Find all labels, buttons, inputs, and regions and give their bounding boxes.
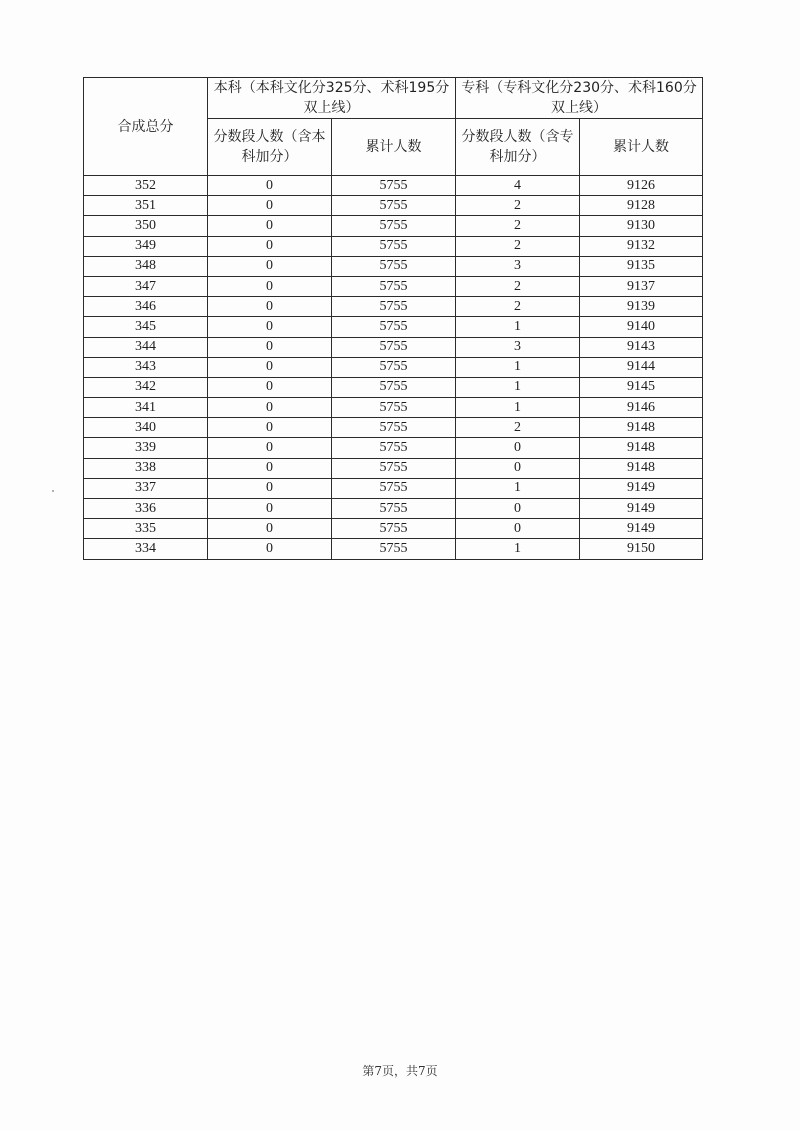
- header-junior-group: 专科（专科文化分230分、术科160分双上线）: [456, 78, 703, 119]
- junior-count-cell: 0: [456, 458, 580, 478]
- undergrad-cumulative-cell: 5755: [332, 176, 456, 196]
- score-cell: 336: [84, 499, 208, 519]
- score-cell: 340: [84, 418, 208, 438]
- page-number-footer: 第7页，共7页: [362, 1064, 438, 1078]
- junior-count-cell: 0: [456, 438, 580, 458]
- junior-cumulative-cell: 9150: [580, 539, 703, 559]
- undergrad-count-cell: 0: [208, 438, 332, 458]
- undergrad-count-cell: 0: [208, 276, 332, 296]
- undergrad-count-cell: 0: [208, 418, 332, 438]
- junior-count-cell: 2: [456, 418, 580, 438]
- undergrad-cumulative-cell: 5755: [332, 519, 456, 539]
- junior-count-cell: 0: [456, 499, 580, 519]
- table-row: [84, 539, 703, 559]
- junior-cumulative-cell: 9149: [580, 478, 703, 498]
- score-cell: 341: [84, 398, 208, 418]
- score-cell: 339: [84, 438, 208, 458]
- table-row: [84, 276, 703, 296]
- undergrad-count-cell: 0: [208, 176, 332, 196]
- score-cell: 347: [84, 276, 208, 296]
- undergrad-cumulative-cell: 5755: [332, 357, 456, 377]
- junior-cumulative-cell: 9135: [580, 256, 703, 276]
- undergrad-count-cell: 0: [208, 256, 332, 276]
- junior-cumulative-cell: 9148: [580, 418, 703, 438]
- undergrad-count-cell: 0: [208, 317, 332, 337]
- undergrad-count-cell: 0: [208, 357, 332, 377]
- score-cell: 337: [84, 478, 208, 498]
- undergrad-count-cell: 0: [208, 377, 332, 397]
- table-row: [84, 317, 703, 337]
- junior-cumulative-cell: 9146: [580, 398, 703, 418]
- undergrad-cumulative-cell: 5755: [332, 539, 456, 559]
- junior-count-cell: 1: [456, 357, 580, 377]
- table-row: [84, 196, 703, 216]
- score-cell: 343: [84, 357, 208, 377]
- score-cell: 344: [84, 337, 208, 357]
- junior-cumulative-cell: 9139: [580, 297, 703, 317]
- junior-cumulative-cell: 9128: [580, 196, 703, 216]
- table-row: [84, 438, 703, 458]
- junior-count-cell: 2: [456, 236, 580, 256]
- table-row: [84, 377, 703, 397]
- table-row: [84, 418, 703, 438]
- score-cell: 338: [84, 458, 208, 478]
- junior-count-cell: 1: [456, 317, 580, 337]
- header-undergrad-count: 分数段人数（含本科加分）: [208, 119, 332, 176]
- table-row: [84, 519, 703, 539]
- junior-cumulative-cell: 9148: [580, 458, 703, 478]
- header-junior-cumulative: 累计人数: [580, 119, 703, 176]
- undergrad-cumulative-cell: 5755: [332, 398, 456, 418]
- undergrad-cumulative-cell: 5755: [332, 438, 456, 458]
- junior-count-cell: 3: [456, 337, 580, 357]
- undergrad-cumulative-cell: 5755: [332, 458, 456, 478]
- junior-count-cell: 1: [456, 398, 580, 418]
- score-cell: 348: [84, 256, 208, 276]
- table-row: [84, 236, 703, 256]
- junior-cumulative-cell: 9132: [580, 236, 703, 256]
- table-row: [84, 256, 703, 276]
- undergrad-count-cell: 0: [208, 499, 332, 519]
- junior-count-cell: 0: [456, 519, 580, 539]
- table-row: [84, 176, 703, 196]
- header-undergrad-cumulative: 累计人数: [332, 119, 456, 176]
- undergrad-cumulative-cell: 5755: [332, 499, 456, 519]
- junior-cumulative-cell: 9144: [580, 357, 703, 377]
- junior-cumulative-cell: 9126: [580, 176, 703, 196]
- score-cell: 350: [84, 216, 208, 236]
- table-row: [84, 499, 703, 519]
- junior-count-cell: 3: [456, 256, 580, 276]
- table-row: [84, 297, 703, 317]
- junior-count-cell: 4: [456, 176, 580, 196]
- undergrad-count-cell: 0: [208, 236, 332, 256]
- junior-count-cell: 2: [456, 216, 580, 236]
- undergrad-cumulative-cell: 5755: [332, 256, 456, 276]
- table-row: [84, 337, 703, 357]
- junior-count-cell: 1: [456, 478, 580, 498]
- table-row: [84, 478, 703, 498]
- score-cell: 349: [84, 236, 208, 256]
- score-cell: 352: [84, 176, 208, 196]
- undergrad-count-cell: 0: [208, 458, 332, 478]
- undergrad-cumulative-cell: 5755: [332, 196, 456, 216]
- header-undergrad-group: 本科（本科文化分325分、术科195分双上线）: [208, 78, 456, 119]
- undergrad-count-cell: 0: [208, 337, 332, 357]
- score-cell: 345: [84, 317, 208, 337]
- junior-cumulative-cell: 9145: [580, 377, 703, 397]
- score-cell: 351: [84, 196, 208, 216]
- undergrad-cumulative-cell: 5755: [332, 276, 456, 296]
- table-row: [84, 357, 703, 377]
- undergrad-cumulative-cell: 5755: [332, 337, 456, 357]
- junior-cumulative-cell: 9137: [580, 276, 703, 296]
- header-composite-score: 合成总分: [84, 78, 208, 176]
- score-cell: 346: [84, 297, 208, 317]
- junior-cumulative-cell: 9130: [580, 216, 703, 236]
- junior-cumulative-cell: 9149: [580, 519, 703, 539]
- junior-cumulative-cell: 9140: [580, 317, 703, 337]
- header-junior-count: 分数段人数（含专科加分）: [456, 119, 580, 176]
- junior-count-cell: 2: [456, 196, 580, 216]
- undergrad-cumulative-cell: 5755: [332, 236, 456, 256]
- undergrad-cumulative-cell: 5755: [332, 297, 456, 317]
- score-cell: 334: [84, 539, 208, 559]
- undergrad-count-cell: 0: [208, 398, 332, 418]
- scan-speck: [52, 490, 54, 492]
- table-row: [84, 458, 703, 478]
- score-cell: 342: [84, 377, 208, 397]
- score-distribution-table: [83, 77, 703, 560]
- junior-count-cell: 1: [456, 377, 580, 397]
- undergrad-count-cell: 0: [208, 297, 332, 317]
- table-row: [84, 216, 703, 236]
- undergrad-cumulative-cell: 5755: [332, 377, 456, 397]
- junior-count-cell: 2: [456, 276, 580, 296]
- undergrad-cumulative-cell: 5755: [332, 418, 456, 438]
- table-body: [84, 176, 703, 560]
- undergrad-cumulative-cell: 5755: [332, 216, 456, 236]
- undergrad-cumulative-cell: 5755: [332, 317, 456, 337]
- table-row: [84, 398, 703, 418]
- undergrad-count-cell: 0: [208, 478, 332, 498]
- junior-cumulative-cell: 9143: [580, 337, 703, 357]
- undergrad-count-cell: 0: [208, 196, 332, 216]
- undergrad-cumulative-cell: 5755: [332, 478, 456, 498]
- junior-count-cell: 1: [456, 539, 580, 559]
- junior-cumulative-cell: 9148: [580, 438, 703, 458]
- undergrad-count-cell: 0: [208, 539, 332, 559]
- undergrad-count-cell: 0: [208, 519, 332, 539]
- score-cell: 335: [84, 519, 208, 539]
- junior-cumulative-cell: 9149: [580, 499, 703, 519]
- undergrad-count-cell: 0: [208, 216, 332, 236]
- junior-count-cell: 2: [456, 297, 580, 317]
